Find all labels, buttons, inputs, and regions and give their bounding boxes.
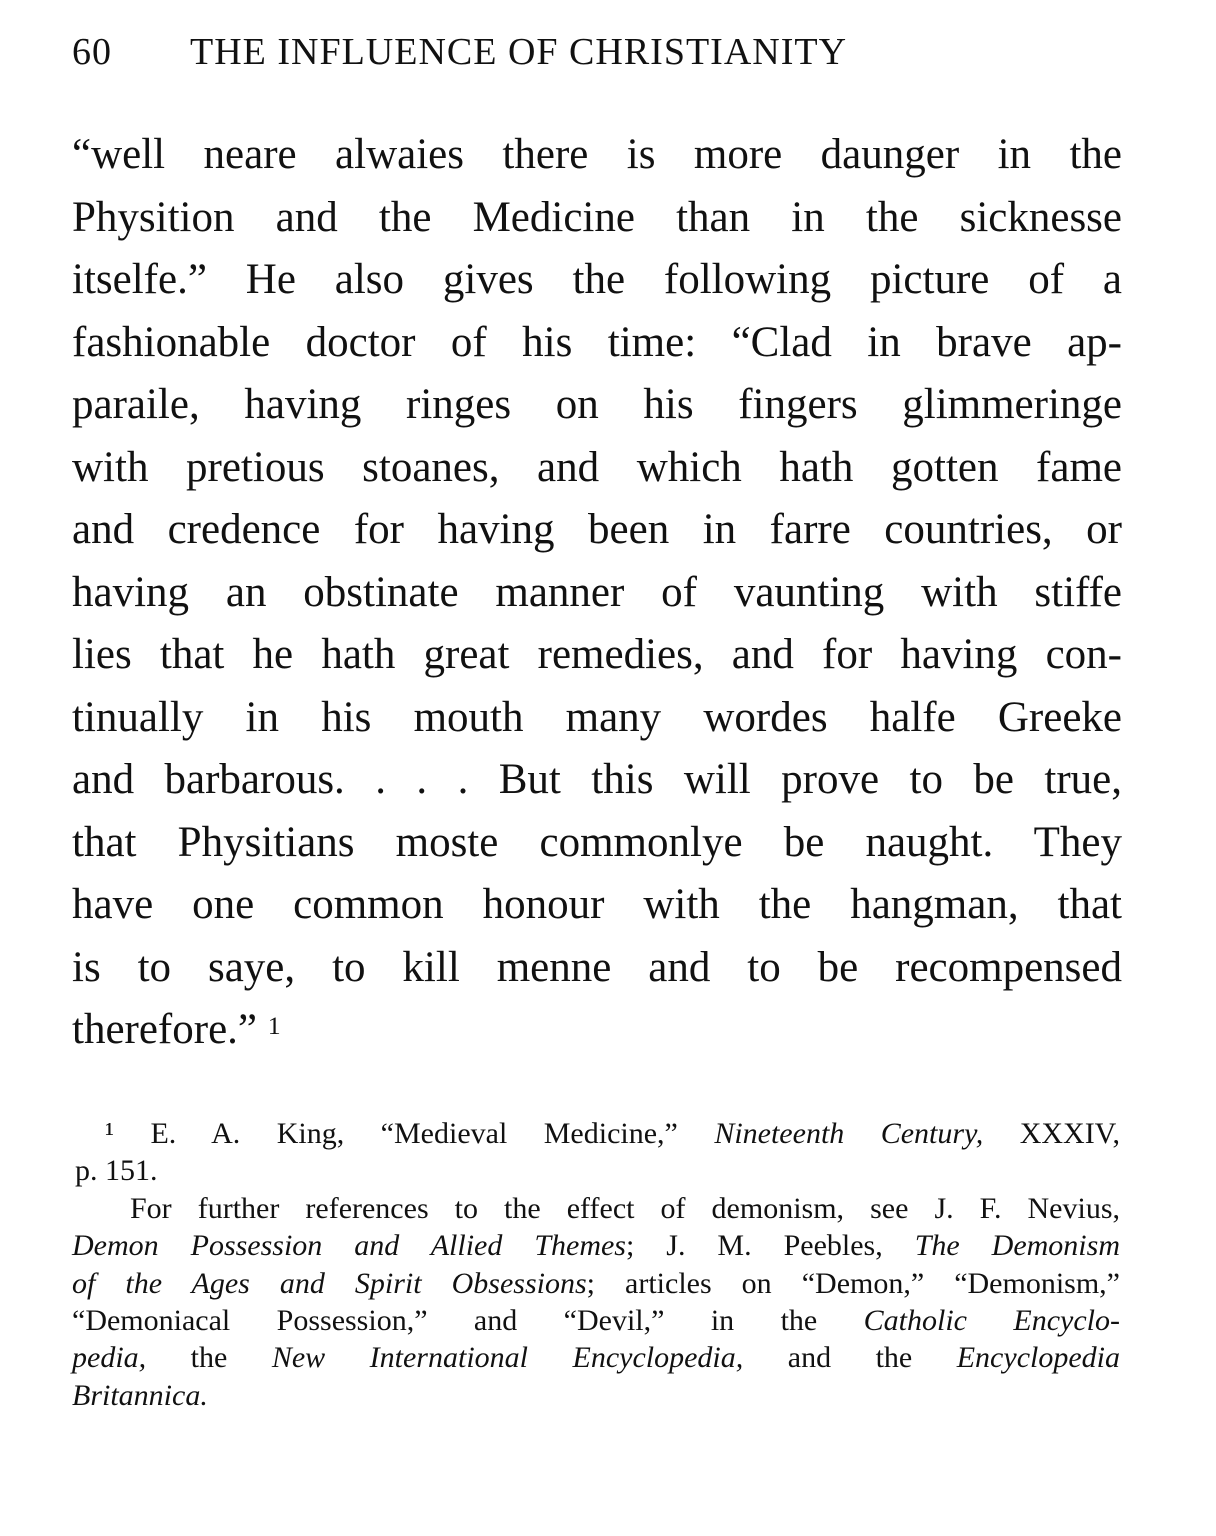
body-line-text: “well neare alwaies there is more daunger in the [72,131,1122,178]
footnote-text: p. 151. [75,1154,158,1188]
body-line [72,193,1122,243]
body-line [72,755,1122,805]
footnote-line [72,1303,1120,1339]
footnote-line [105,1116,1120,1152]
body-line-text: and barbarous. . . . But this will prove to be true, [72,756,1122,803]
body-line-text: have one common honour with the hangman, that [72,881,1122,928]
body-line [72,943,1122,993]
footnote-text: ; J. M. Peebles, [625,1229,915,1263]
body-line [72,880,1122,930]
footnote-reference: 1 [267,1011,281,1040]
body-line [72,568,1122,618]
footnote-text: “Demoniacal Possession,” and “Devil,” in the [72,1304,864,1337]
footnote-line [72,1340,1120,1376]
footnote-text: For further references to the effect of demonism, see J. F. Nevius, [130,1191,1120,1225]
body-line [72,630,1122,680]
footnote-italic-title: Nineteenth Century, [714,1117,984,1150]
body-line-text: tinually in his mouth many wordes halfe Greeke [72,693,1122,741]
body-line-text: Physition and the Medicine than in the sicknesse [72,193,1122,241]
footnote-line [72,1266,1120,1302]
footnote-text: the [146,1341,272,1375]
footnote-italic-title: Demon Possession and Allied Themes [72,1229,626,1263]
body-line [72,505,1122,555]
footnote-italic-title: of the Ages and Spirit Obsessions [72,1266,587,1300]
body-line [72,318,1122,368]
body-line [72,380,1122,430]
body-line [72,1005,1122,1055]
body-line-text: paraile, having ringes on his fingers glimmeringe [72,381,1122,428]
body-line [72,443,1122,493]
body-line-text: therefore.” [72,1006,257,1053]
body-line-text: itselfe.” He also gives the following picture of a [72,256,1122,303]
body-line-text: fashionable doctor of his time: “Clad in brave ap- [72,318,1122,366]
footnote-line [130,1191,1120,1227]
body-line-text: having an obstinate manner of vaunting with stiffe [72,568,1122,616]
footnote-italic-title: Catholic Encyclo- [863,1304,1120,1337]
body-line [72,818,1122,868]
footnote-italic-title: pedia, [72,1341,147,1375]
footnote-italic-title: Encyclopedia [956,1341,1120,1375]
running-title: THE INFLUENCE OF CHRISTIANITY [190,31,848,73]
body-line-text: and credence for having been in farre countries, or [72,506,1122,553]
footnote-italic-title: The Demonism [914,1229,1120,1263]
footnote-text: XXXIV, [983,1117,1120,1150]
body-line-text: that Physitians moste commonlye be naught. They [72,818,1122,866]
body-line-text: lies that he hath great remedies, and for having con- [72,631,1122,678]
footnote-text: ; articles on “Demon,” “Demonism,” [586,1266,1120,1300]
body-line [72,255,1122,305]
page-number: 60 [72,31,112,73]
footnote-line [72,1228,1120,1264]
footnote-text: ¹ E. A. King, “Medieval Medicine,” [105,1117,715,1150]
footnote-text: and the [743,1341,957,1375]
body-line [72,130,1122,180]
body-line-text: with pretious stoanes, and which hath gotten fame [72,443,1122,491]
body-line [72,693,1122,743]
footnote-italic-title: Britannica. [72,1378,208,1412]
footnote-line [75,1153,158,1189]
running-header [72,30,1122,74]
footnote-line [72,1378,208,1414]
body-line-text: is to saye, to kill menne and to be recompensed [72,943,1122,991]
footnote-italic-title: New International Encyclopedia, [271,1341,744,1375]
